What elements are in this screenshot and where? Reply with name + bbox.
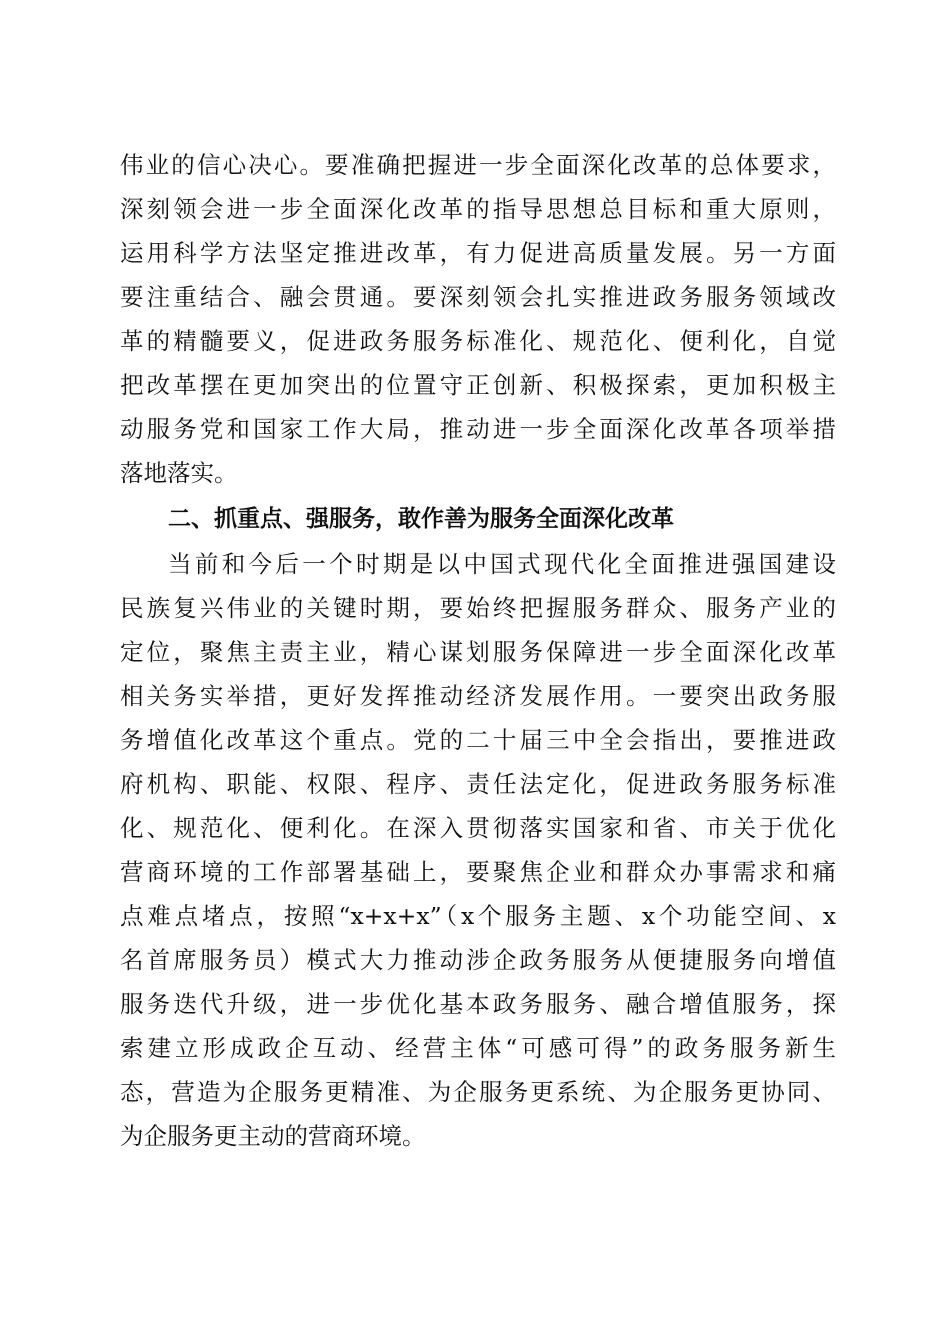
paragraph-line: 动服务党和国家工作大局，推动进一步全面深化改革各项举措 <box>120 415 836 443</box>
paragraph-line: 把改革摆在更加突出的位置守正创新、积极探索，更加积极主 <box>120 371 836 399</box>
paragraph-line: 运用科学方法坚定推进改革，有力促进高质量发展。另一方面 <box>120 239 836 267</box>
paragraph-line: 态，营造为企服务更精准、为企服务更系统、为企服务更协同、 <box>120 1078 836 1106</box>
paragraph-line: 伟业的信心决心。要准确把握进一步全面深化改革的总体要求， <box>120 151 836 179</box>
paragraph-line: 当前和今后一个时期是以中国式现代化全面推进强国建设 <box>168 550 836 578</box>
paragraph-line: 深刻领会进一步全面深化改革的指导思想总目标和重大原则， <box>120 195 836 223</box>
paragraph-line: 服务迭代升级，进一步优化基本政务服务、融合增值服务，探 <box>120 990 836 1018</box>
section-heading: 二、抓重点、强服务，敢作善为服务全面深化改革 <box>168 506 674 532</box>
paragraph-line: 索建立形成政企互动、经营主体“可感可得”的政务服务新生 <box>120 1034 836 1062</box>
paragraph-line: 营商环境的工作部署基础上，要聚焦企业和群众办事需求和痛 <box>120 858 836 886</box>
paragraph-line: 化、规范化、便利化。在深入贯彻落实国家和省、市关于优化 <box>120 814 836 842</box>
paragraph-line: 要注重结合、融会贯通。要深刻领会扎实推进政务服务领域改 <box>120 283 836 311</box>
paragraph-line: 民族复兴伟业的关键时期，要始终把握服务群众、服务产业的 <box>120 594 836 622</box>
paragraph-line: 务增值化改革这个重点。党的二十届三中全会指出，要推进政 <box>120 726 836 754</box>
paragraph-line: 点难点堵点，按照“x+x+x”（x个服务主题、x个功能空间、x <box>120 902 836 930</box>
paragraph-line: 为企服务更主动的营商环境。 <box>120 1122 426 1150</box>
paragraph-line: 定位，聚焦主责主业，精心谋划服务保障进一步全面深化改革 <box>120 638 836 666</box>
paragraph-line: 革的精髓要义，促进政务服务标准化、规范化、便利化，自觉 <box>120 327 836 355</box>
paragraph-line: 落地落实。 <box>120 459 238 487</box>
paragraph-line: 相关务实举措，更好发挥推动经济发展作用。一要突出政务服 <box>120 682 836 710</box>
paragraph-line: 名首席服务员）模式大力推动涉企政务服务从便捷服务向增值 <box>120 946 836 974</box>
paragraph-line: 府机构、职能、权限、程序、责任法定化，促进政务服务标准 <box>120 770 836 798</box>
